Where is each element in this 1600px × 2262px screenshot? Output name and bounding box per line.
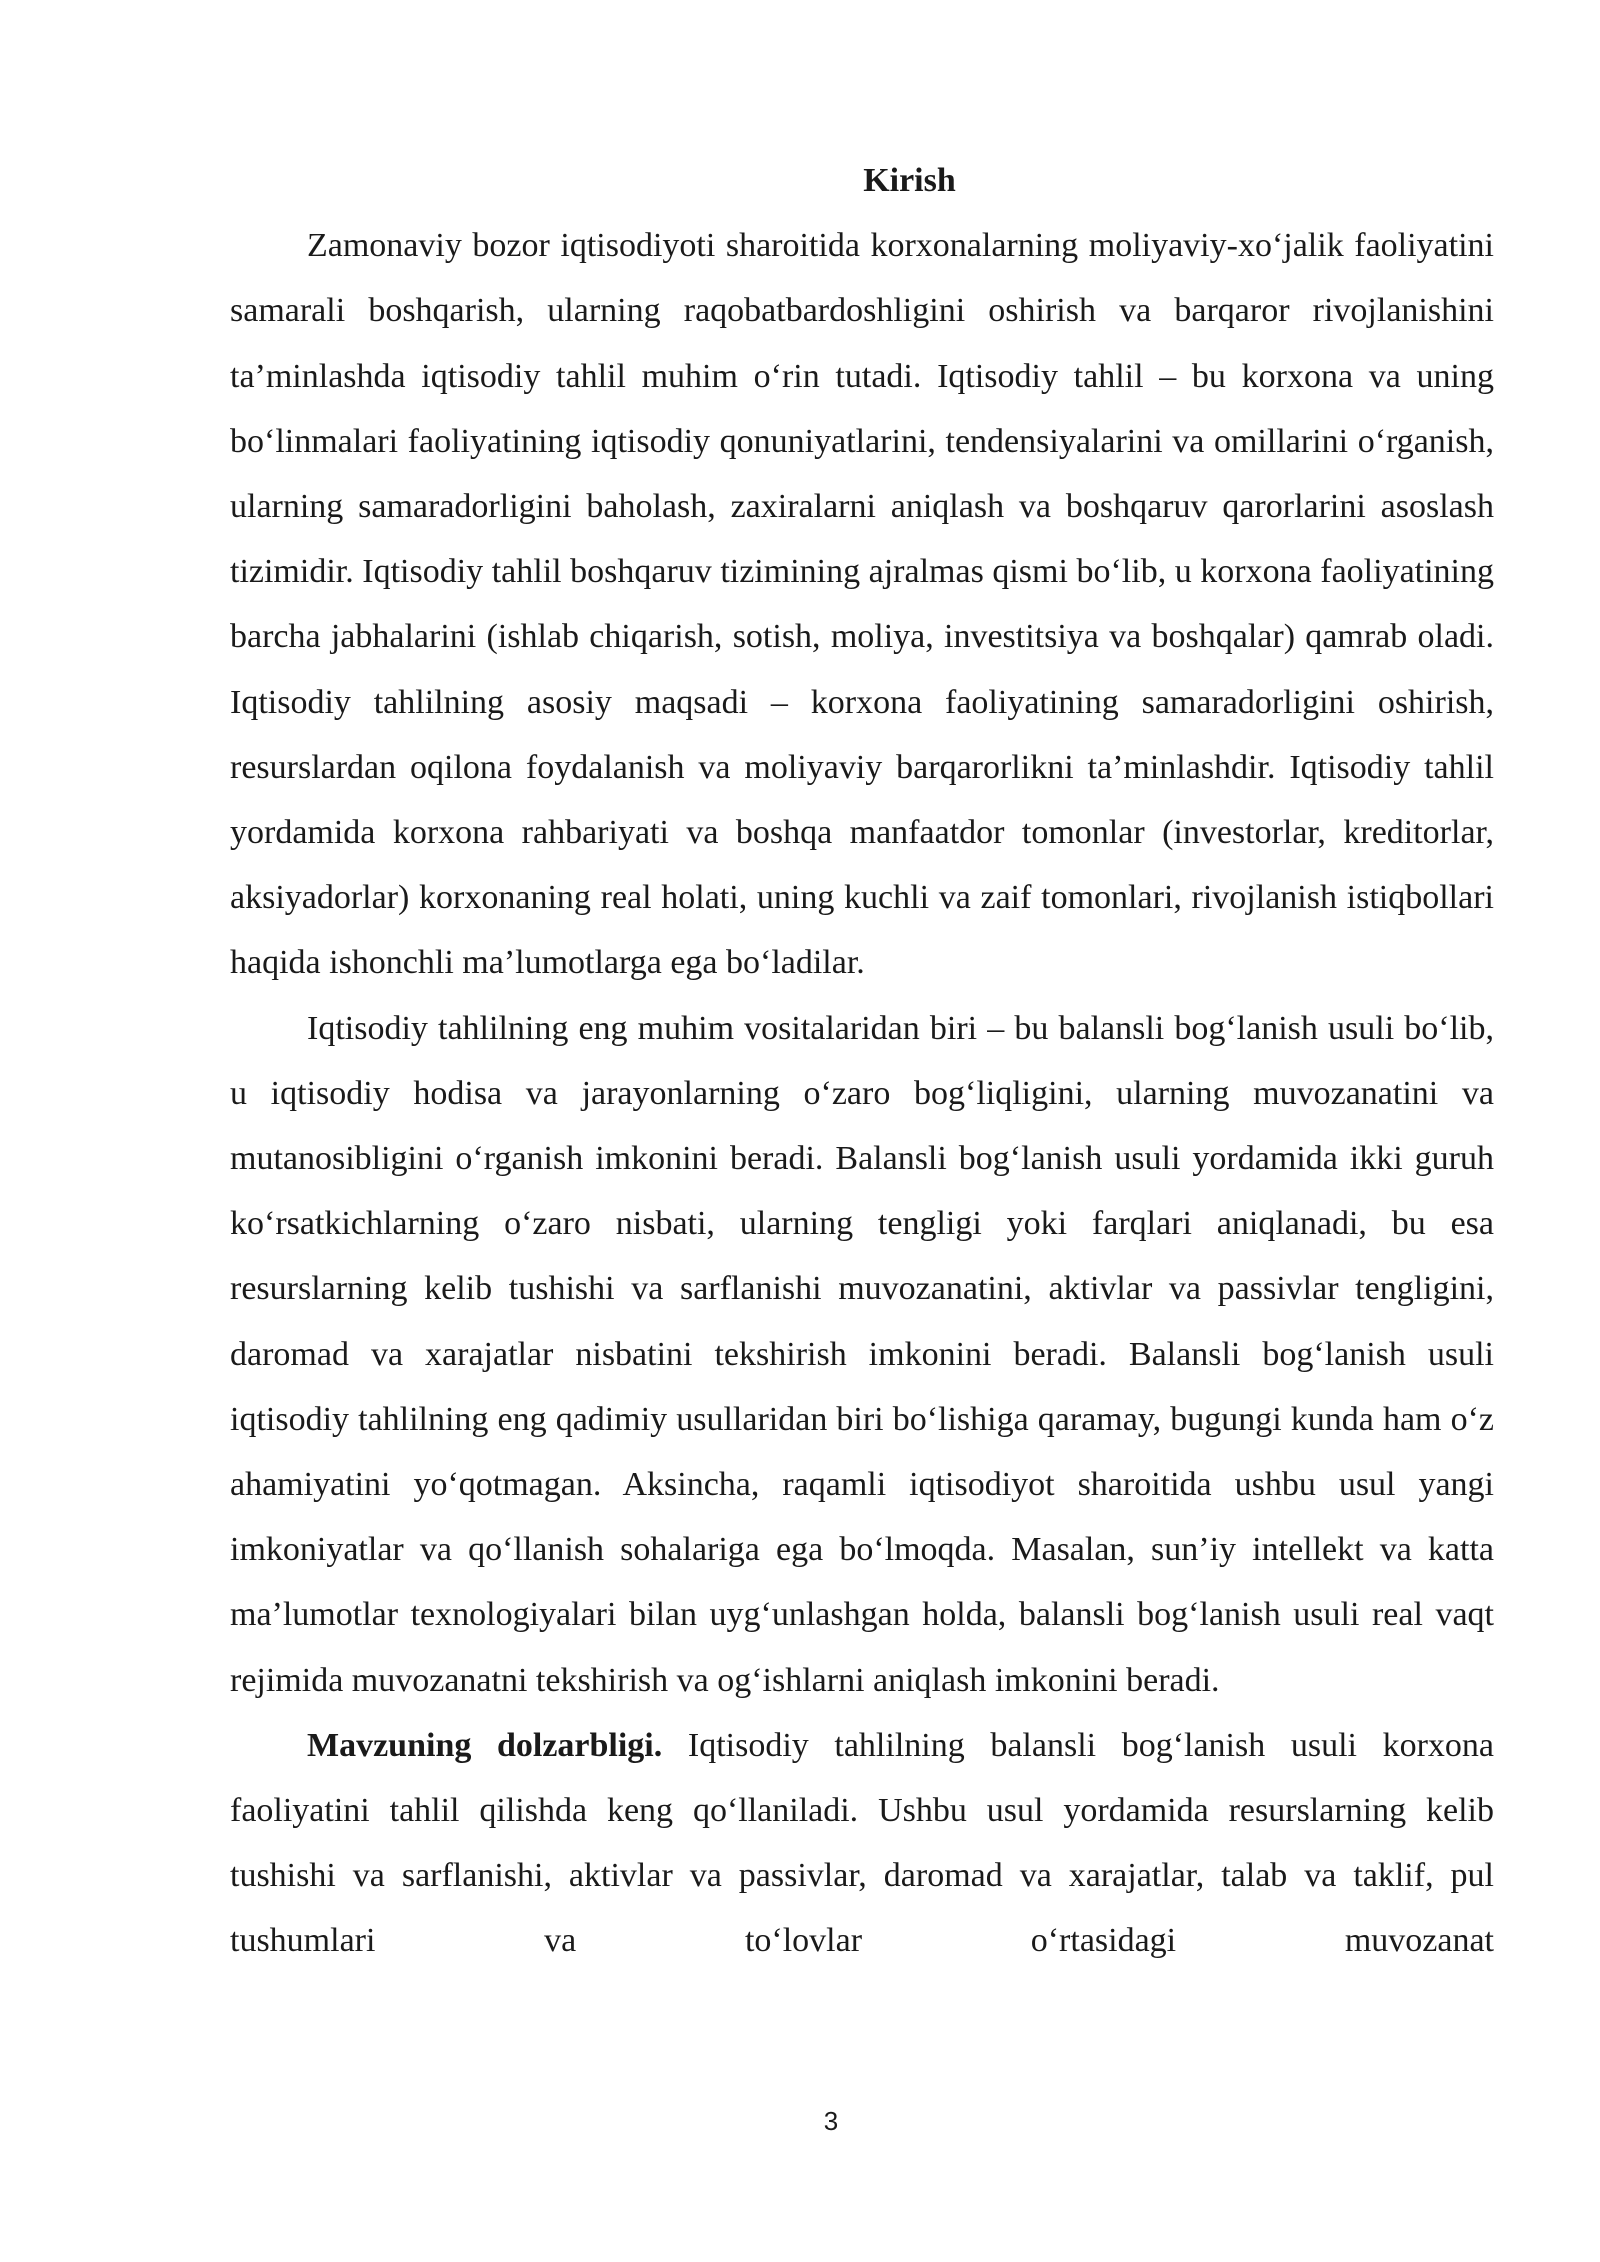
relevance-text: Iqtisodiy tahlilning balansli bog‘lanish usuli korxona faoliyatini tahlil qilishda keng qo‘llaniladi. Ushbu usul yordamida resurslarning kelib tushishi va sarflanishi, aktivlar va passivlar, daromad va xarajatlar, talab va taklif, pul tushumlari va to‘lovlar o‘rtasidagi muvozanat: [230, 1726, 1495, 1960]
page-number: 3: [823, 2106, 839, 2136]
intro-paragraph: Zamonaviy bozor iqtisodiyoti sharoitida korxonalarning moliyaviy-xo‘jalik faoliyatini samarali boshqarish, ularning raqobatbardoshligini oshirish va barqaror rivojlanishini ta’minlashda iqtisodiy tahlil muhim o‘rin tutadi. Iqtisodiy tahlil – bu korxona va uning bo‘linmalari faoliyatining iqtisodiy qonuniyatlarini, tendensiyalarini va omillarini o‘rganish, ularning samaradorligini baholash, zaxiralarni aniqlash va boshqaruv qarorlarini asoslash tizimidir. Iqtisodiy tahlil boshqaruv tizimining ajralmas qismi bo‘lib, u korxona faoliyatining barcha jabhalarini (ishlab chiqarish, sotish, moliya, investitsiya va boshqalar) qamrab oladi. Iqtisodiy tahlilning asosiy maqsadi – korxona faoliyatining samaradorligini oshirish, resurslardan oqilona foydalanish va moliyaviy barqarorlikni ta’minlashdir. Iqtisodiy tahlil yordamida korxona rahbariyati va boshqa manfaatdor tomonlar (investorlar, kreditorlar, aksiyadorlar) korxonaning real holati, uning kuchli va zaif tomonlari, rivojlanish istiqbollari haqida ishonchli ma’lumotlarga ega bo‘ladilar.: [230, 227, 1494, 982]
relevance-paragraph: [230, 1713, 1494, 1974]
section-title: Kirish: [863, 162, 956, 199]
page-body: [230, 148, 1494, 1974]
relevance-heading: Mavzuning dolzarbligi.: [307, 1726, 663, 1764]
method-paragraph: Iqtisodiy tahlilning eng muhim vositalaridan biri – bu balansli bog‘lanish usuli bo‘lib, u iqtisodiy hodisa va jarayonlarning o‘zaro bog‘liqligini, ularning muvozanatini va mutanosibligini o‘rganish imkonini beradi. Balansli bog‘lanish usuli yordamida ikki guruh ko‘rsatkichlarning o‘zaro nisbati, ularning tengligi yoki farqlari aniqlanadi, bu esa resurslarning kelib tushishi va sarflanishi muvozanatini, aktivlar va passivlar tengligini, daromad va xarajatlar nisbatini tekshirish imkonini beradi. Balansli bog‘lanish usuli iqtisodiy tahlilning eng qadimiy usullaridan biri bo‘lishiga qaramay, bugungi kunda ham o‘z ahamiyatini yo‘qotmagan. Aksincha, raqamli iqtisodiyot sharoitida ushbu usul yangi imkoniyatlar va qo‘llanish sohalariga ega bo‘lmoqda. Masalan, sun’iy intellekt va katta ma’lumotlar texnologiyalari bilan uyg‘unlashgan holda, balansli bog‘lanish usuli real vaqt rejimida muvozanatni tekshirish va og‘ishlarni aniqlash imkonini beradi.: [230, 1009, 1494, 1699]
